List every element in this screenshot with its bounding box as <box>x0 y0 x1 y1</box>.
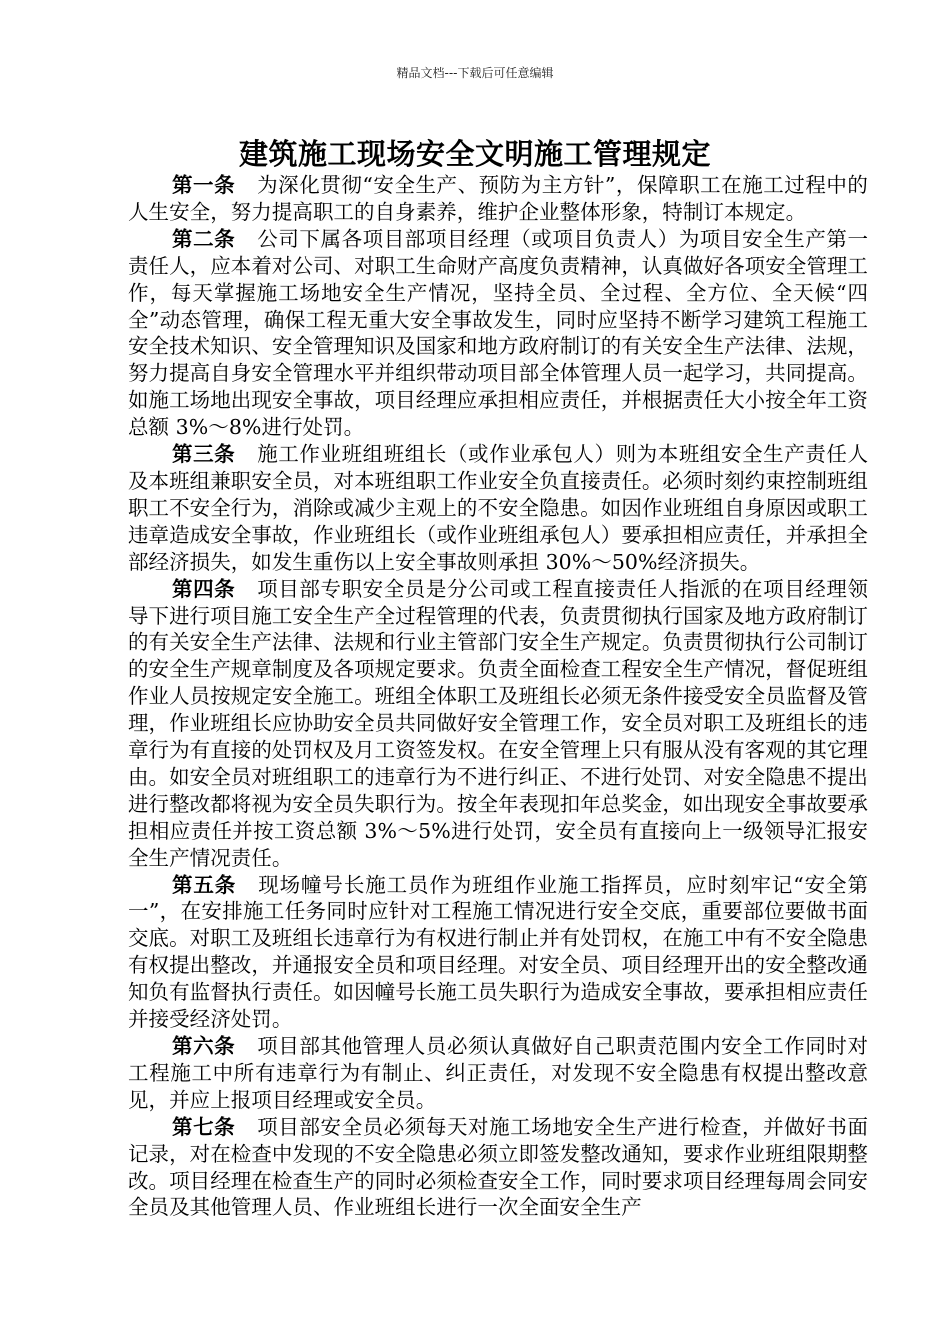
article-number: 第六条 <box>172 1034 236 1058</box>
article-6 <box>128 1033 868 1114</box>
article-number: 第一条 <box>172 173 236 197</box>
article-1 <box>128 172 868 226</box>
article-text: 项目部专职安全员是分公司或工程直接责任人指派的在项目经理领导下进行项目施工安全生产全过程管理的代表，负责贯彻执行国家及地方政府制订的有关安全生产法律、法规和行业主管部门安全生产规定。负责贯彻执行公司制订的安全生产规章制度及各项规定要求。负责全面检查工程安全生产情况，督促班组作业人员按规定安全施工。班组全体职工及班组长必须无条件接受安全员监督及管理，作业班组长应协助安全员共同做好安全管理工作，安全员对职工及班组长的违章行为有直接的处罚权及月工资签发权。在安全管理上只有服从没有客观的其它理由。如安全员对班组职工的违章行为不进行纠正、不进行处罚、对安全隐患不提出进行整改都将视为安全员失职行为。按全年表现扣年总奖金，如出现安全事故要承担相应责任并按工资总额 3%～5%进行处罚，安全员有直接向上一级领导汇报安全生产情况责任。 <box>128 576 869 870</box>
article-7 <box>128 1114 868 1222</box>
article-number: 第二条 <box>172 226 236 251</box>
article-text: 公司下属各项目部项目经理（或项目负责人）为项目安全生产第一责任人，应本着对公司、对职工生命财产高度负责精神，认真做好各项安全管理工作，每天掌握施工场地安全生产情况，坚持全员、全过程、全方位、全天候“四全”动态管理，确保工程无重大安全事故发生，同时应坚持不断学习建筑工程施工安全技术知识、安全管理知识及国家和地方政府制订的有关安全生产法律、法规，努力提高自身安全管理水平并组织带动项目部全体管理人员一起学习，共同提高。如施工场地出现安全事故，项目经理应承担相应责任，并根据责任大小按全年工资总额 3%～8%进行处罚。 <box>128 226 869 440</box>
article-4 <box>128 576 868 872</box>
article-text: 现场幢号长施工员作为班组作业施工指挥员，应时刻牢记“安全第一”，在安排施工任务同时应针对工程施工情况进行安全交底，重要部位要做书面交底。对职工及班组长违章行为有权进行制止并有处罚权，在施工中有不安全隐患有权提出整改，并通报安全员和项目经理。对安全员、项目经理开出的安全整改通知负有监督执行责任。如因幢号长施工员失职行为造成安全事故，要承担相应责任并接受经济处罚。 <box>128 872 868 1032</box>
document-title: 建筑施工现场安全文明施工管理规定 <box>238 137 711 171</box>
article-5 <box>128 872 868 1033</box>
article-number: 第七条 <box>172 1114 236 1139</box>
article-number: 第五条 <box>172 872 237 897</box>
header-note: 精品文档---下载后可任意编辑 <box>396 66 554 80</box>
article-text: 项目部其他管理人员必须认真做好自己职责范围内安全工作同时对工程施工中所有违章行为有制止、纠正责任，对发现不安全隐患有权提出整改意见，并应上报项目经理或安全员。 <box>128 1034 869 1112</box>
article-3 <box>128 441 868 576</box>
article-2 <box>128 226 868 441</box>
document-body <box>128 172 868 1221</box>
article-text: 为深化贯彻“安全生产、预防为主方针”，保障职工在施工过程中的人生安全，努力提高职工的自身素养，维护企业整体形象，特制订本规定。 <box>128 173 868 224</box>
article-number: 第四条 <box>172 576 236 601</box>
article-text: 施工作业班组班组长（或作业承包人）则为本班组安全生产责任人及本班组兼职安全员，对本班组职工作业安全负直接责任。必须时刻约束控制班组职工不安全行为，消除或减少主观上的不安全隐患。如因作业班组自身原因或职工违章造成安全事故，作业班组长（或作业班组承包人）要承担相应责任，并承担全部经济损失，如发生重伤以上安全事故则承担 30%～50%经济损失。 <box>128 442 869 574</box>
article-number: 第三条 <box>172 442 236 467</box>
article-text: 项目部安全员必须每天对施工场地安全生产进行检查，并做好书面记录，对在检查中发现的不安全隐患必须立即签发整改通知，要求作业班组限期整改。项目经理在检查生产的同时必须检查安全工作，同时要求项目经理每周会同安全员及其他管理人员、作业班组长进行一次全面安全生产 <box>128 1114 869 1220</box>
